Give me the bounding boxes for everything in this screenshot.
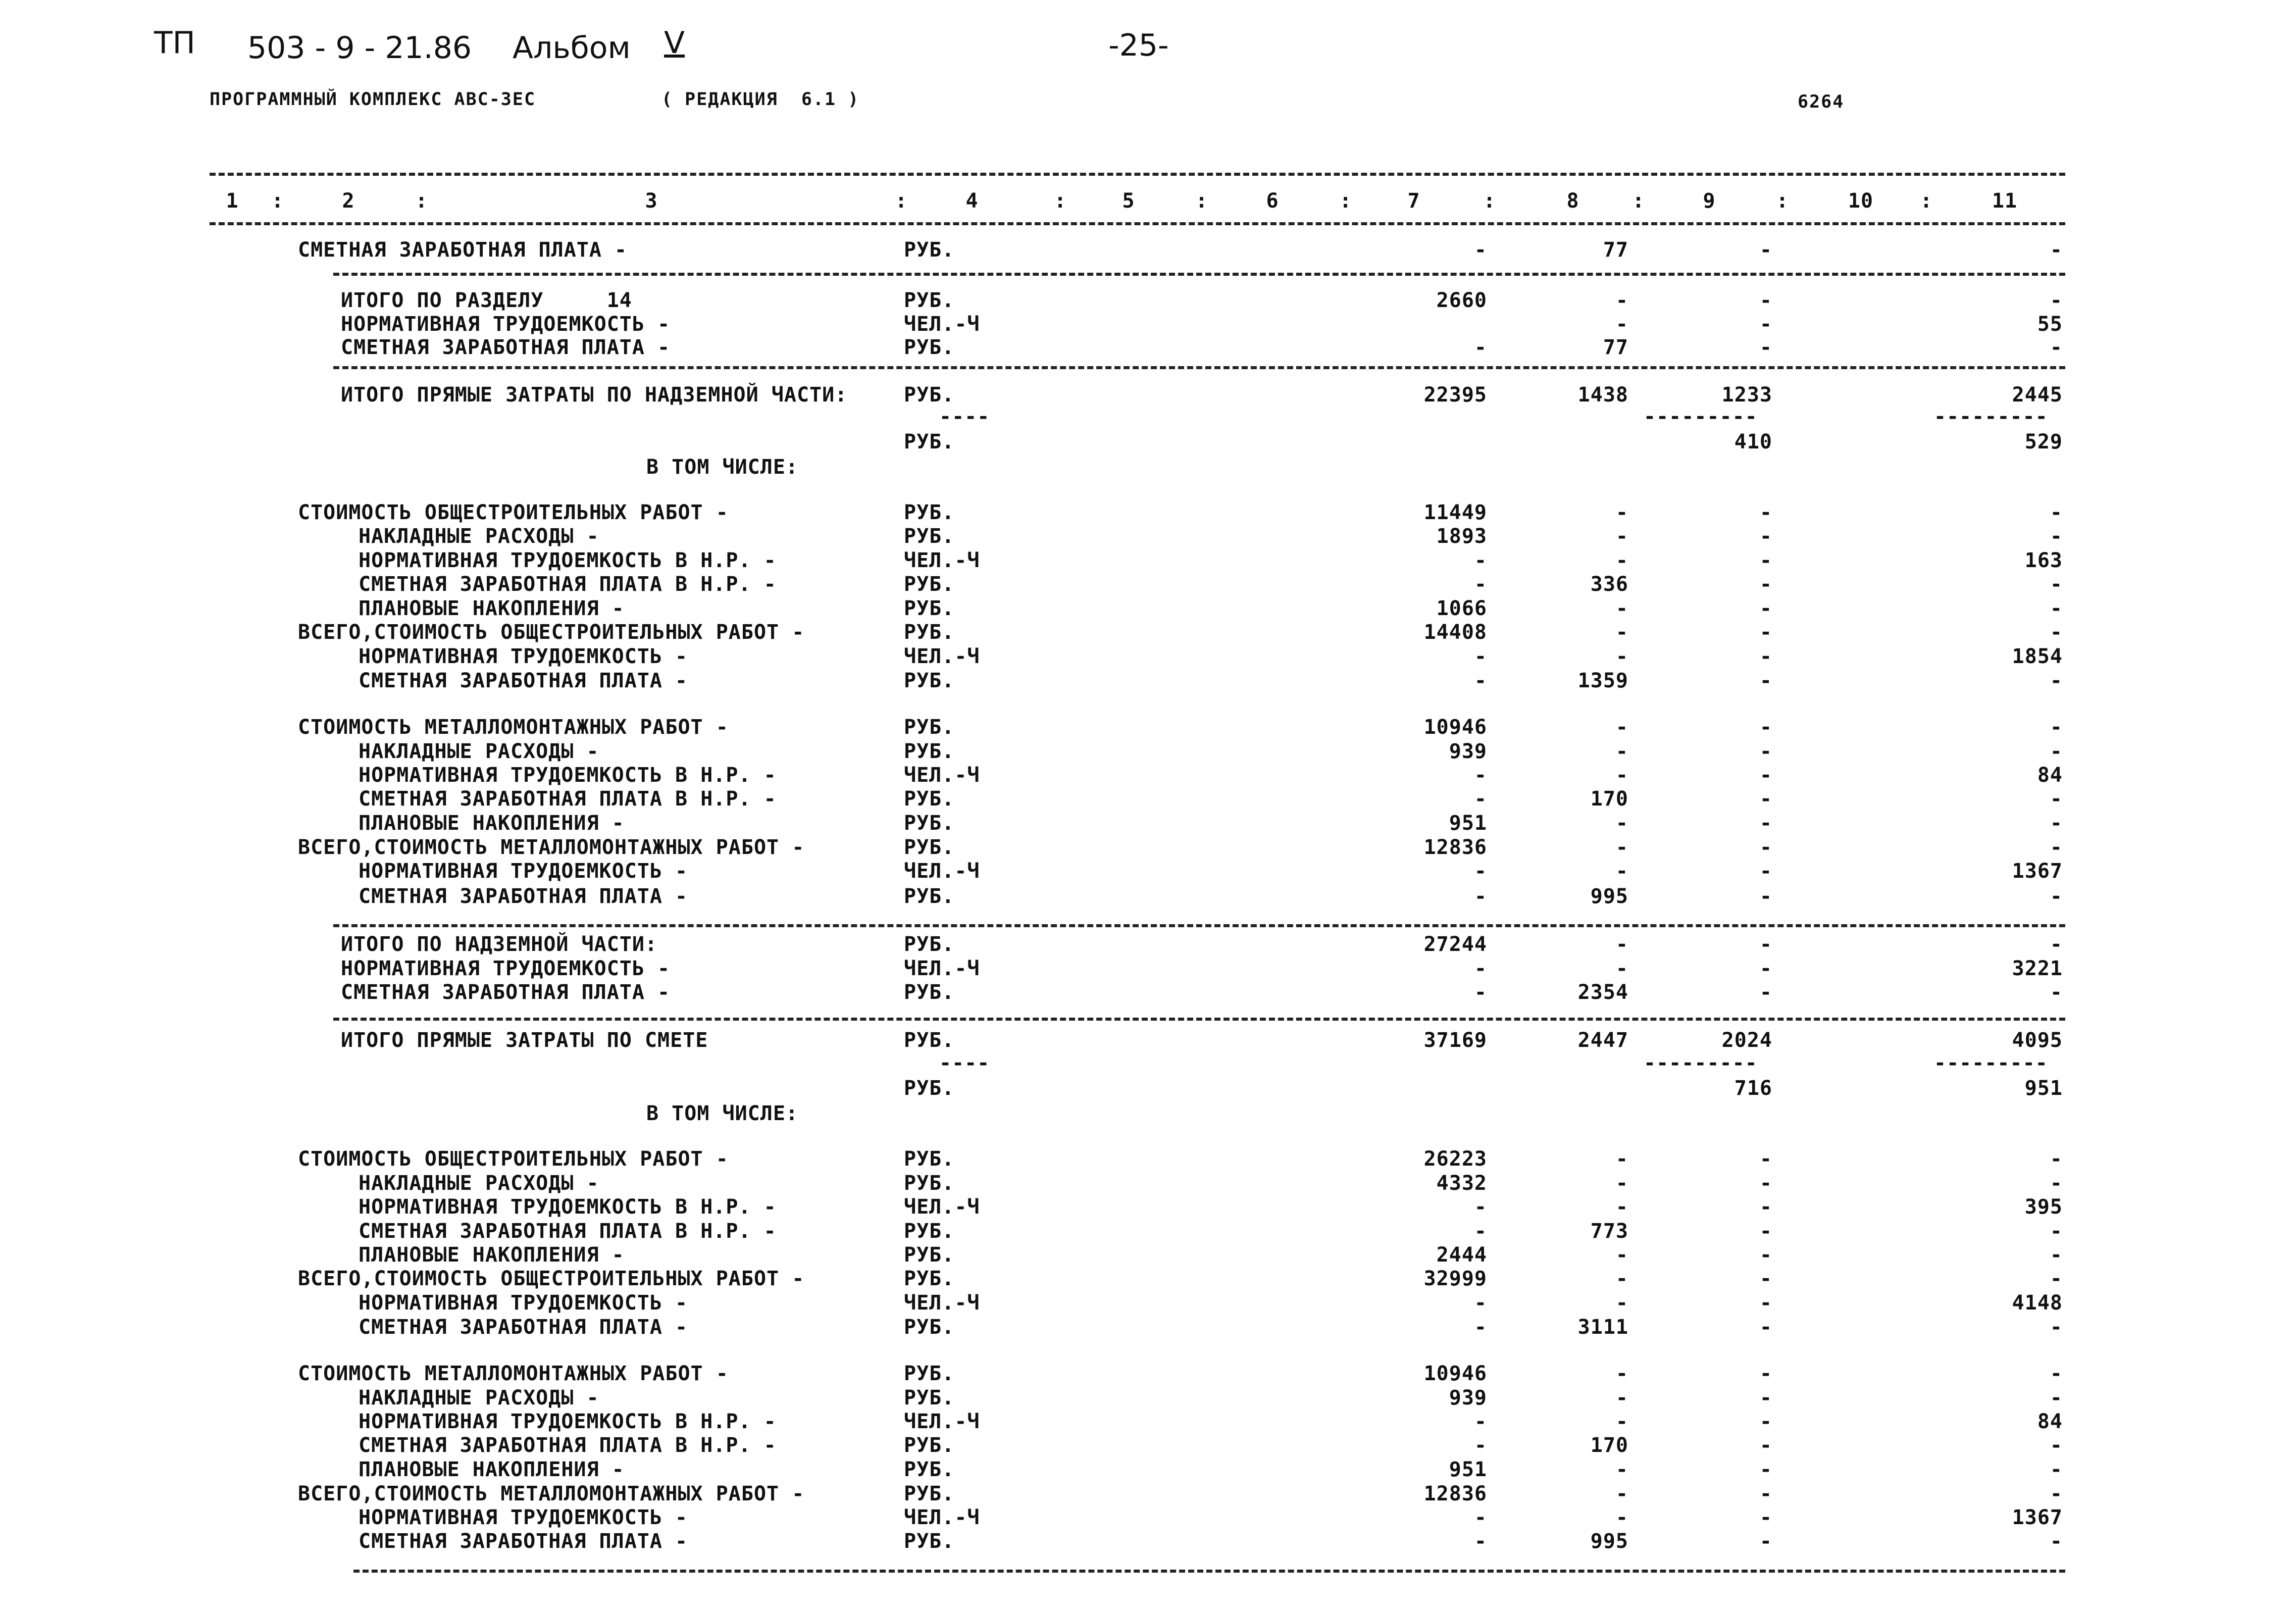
row-label: СМЕТНАЯ ЗАРАБОТНАЯ ПЛАТА - — [359, 885, 688, 908]
row-col9: - — [1759, 645, 1772, 668]
column-header-5: 5 — [1122, 189, 1135, 213]
row-col8: 77 — [1603, 238, 1628, 262]
column-header-rule — [210, 222, 2065, 225]
row-col7: 1066 — [1436, 597, 1487, 620]
row-col9: - — [1759, 1362, 1772, 1385]
column-separator: : — [271, 189, 284, 213]
row-label: НОРМАТИВНАЯ ТРУДОЕМКОСТЬ В Н.Р. - — [359, 1195, 777, 1219]
row-col9: - — [1759, 812, 1772, 835]
row-label: НАКЛАДНЫЕ РАСХОДЫ - — [359, 1172, 599, 1195]
unit-underline: ---- — [939, 405, 990, 428]
row-col8: 1359 — [1577, 669, 1628, 692]
row-col8: - — [1615, 525, 1628, 548]
row-unit: ЧЕЛ.-Ч — [904, 1291, 980, 1315]
row-col7: 12836 — [1423, 1482, 1487, 1505]
row-col8: - — [1615, 1506, 1628, 1529]
row-unit: РУБ. — [904, 1243, 955, 1267]
column-header-7: 7 — [1407, 189, 1420, 213]
row-col7: - — [1474, 787, 1487, 811]
row-col11: - — [2050, 525, 2063, 548]
row-col9: - — [1759, 1530, 1772, 1553]
row-col11: - — [2050, 981, 2063, 1004]
row-unit: РУБ. — [904, 430, 955, 454]
row-unit: ЧЕЛ.-Ч — [904, 549, 980, 572]
row-unit: РУБ. — [904, 1220, 955, 1243]
row-col7: - — [1474, 336, 1487, 359]
row-col11: - — [2050, 1530, 2063, 1553]
row-col9: - — [1759, 957, 1772, 980]
row-col8: 3111 — [1577, 1316, 1628, 1339]
row-col9: - — [1759, 669, 1772, 692]
row-col8: - — [1615, 1267, 1628, 1290]
row-col8: - — [1615, 716, 1628, 739]
row-unit: ЧЕЛ.-Ч — [904, 957, 980, 980]
row-label: В ТОМ ЧИСЛЕ: — [646, 456, 798, 479]
row-col11: - — [2050, 289, 2063, 312]
row-col7: - — [1474, 1220, 1487, 1243]
row-col11: - — [2050, 812, 2063, 835]
row-label: НАКЛАДНЫЕ РАСХОДЫ - — [359, 525, 599, 548]
program-edition: ( РЕДАКЦИЯ 6.1 ) — [661, 89, 860, 110]
row-col9: 716 — [1734, 1077, 1772, 1100]
row-col11: - — [2050, 1220, 2063, 1243]
col9-underline: --------- — [1644, 405, 1758, 428]
row-col7: 951 — [1449, 1458, 1487, 1481]
row-unit: РУБ. — [904, 336, 955, 359]
row-col8: - — [1615, 1195, 1628, 1219]
section-rule — [333, 273, 2065, 276]
row-col7: 10946 — [1423, 1362, 1487, 1385]
row-col9: - — [1759, 336, 1772, 359]
section-rule — [333, 366, 2065, 369]
row-col7: - — [1474, 573, 1487, 596]
row-col7: - — [1474, 238, 1487, 262]
row-col7: 2660 — [1436, 289, 1487, 312]
row-unit: РУБ. — [904, 836, 955, 859]
row-unit: РУБ. — [904, 1530, 955, 1553]
row-col8: 773 — [1590, 1220, 1628, 1243]
row-col8: 170 — [1590, 787, 1628, 811]
row-unit: ЧЕЛ.-Ч — [904, 860, 980, 883]
row-col11: - — [2050, 597, 2063, 620]
row-col11: - — [2050, 501, 2063, 524]
row-col11: 84 — [2037, 764, 2063, 787]
row-col7: 2444 — [1436, 1243, 1487, 1267]
row-col8: - — [1615, 1291, 1628, 1315]
row-label: СМЕТНАЯ ЗАРАБОТНАЯ ПЛАТА - — [341, 336, 671, 359]
column-header-4: 4 — [965, 189, 979, 213]
row-col9: - — [1759, 313, 1772, 336]
row-label: СМЕТНАЯ ЗАРАБОТНАЯ ПЛАТА В Н.Р. - — [359, 1434, 777, 1457]
row-label: СМЕТНАЯ ЗАРАБОТНАЯ ПЛАТА В Н.Р. - — [359, 1220, 777, 1243]
row-label: ИТОГО ПРЯМЫЕ ЗАТРАТЫ ПО СМЕТЕ — [341, 1029, 708, 1052]
row-unit: РУБ. — [904, 1077, 955, 1100]
row-col11: - — [2050, 716, 2063, 739]
row-col7: 26223 — [1423, 1147, 1487, 1171]
row-col11: - — [2050, 1147, 2063, 1171]
row-col9: - — [1759, 981, 1772, 1004]
row-col11: - — [2050, 836, 2063, 859]
row-col7: - — [1474, 1506, 1487, 1529]
row-col11: 2445 — [2012, 383, 2063, 407]
column-separator: : — [1054, 189, 1067, 213]
row-col8: 1438 — [1577, 383, 1628, 407]
doc-code: 503 - 9 - 21.86 — [247, 30, 472, 66]
row-col8: - — [1615, 597, 1628, 620]
col11-underline: --------- — [1934, 1051, 2048, 1075]
row-col9: - — [1759, 525, 1772, 548]
row-col11: - — [2050, 1316, 2063, 1339]
row-unit: РУБ. — [904, 716, 955, 739]
row-col11: - — [2050, 1434, 2063, 1457]
section-rule — [333, 924, 2065, 927]
row-col11: 4095 — [2012, 1029, 2063, 1052]
row-label: НОРМАТИВНАЯ ТРУДОЕМКОСТЬ В Н.Р. - — [359, 764, 777, 787]
row-col9: - — [1759, 621, 1772, 644]
row-label: НОРМАТИВНАЯ ТРУДОЕМКОСТЬ - — [359, 1291, 688, 1315]
page-number: -25- — [1108, 28, 1169, 63]
row-label: НОРМАТИВНАЯ ТРУДОЕМКОСТЬ В Н.Р. - — [359, 1410, 777, 1433]
row-col9: 2024 — [1721, 1029, 1772, 1052]
row-col8: - — [1615, 740, 1628, 763]
column-header-11: 11 — [1992, 189, 2018, 213]
row-unit: ЧЕЛ.-Ч — [904, 645, 980, 668]
row-col7: - — [1474, 1410, 1487, 1433]
row-label: СМЕТНАЯ ЗАРАБОТНАЯ ПЛАТА - — [359, 669, 688, 692]
row-col9: - — [1759, 1220, 1772, 1243]
row-col7: - — [1474, 1316, 1487, 1339]
row-label: СМЕТНАЯ ЗАРАБОТНАЯ ПЛАТА В Н.Р. - — [359, 787, 777, 811]
row-col8: - — [1615, 549, 1628, 572]
row-label: НОРМАТИВНАЯ ТРУДОЕМКОСТЬ - — [341, 313, 671, 336]
row-unit: ЧЕЛ.-Ч — [904, 1195, 980, 1219]
row-col7: - — [1474, 1195, 1487, 1219]
row-col9: - — [1759, 716, 1772, 739]
row-col11: - — [2050, 885, 2063, 908]
row-col11: - — [2050, 740, 2063, 763]
row-col9: - — [1759, 885, 1772, 908]
row-col8: - — [1615, 764, 1628, 787]
row-col8: - — [1615, 501, 1628, 524]
row-label: СТОИМОСТЬ ОБЩЕСТРОИТЕЛЬНЫХ РАБОТ - — [298, 501, 729, 524]
row-col8: - — [1615, 289, 1628, 312]
section-rule — [333, 1018, 2065, 1021]
row-label: НОРМАТИВНАЯ ТРУДОЕМКОСТЬ - — [359, 645, 688, 668]
row-label: СМЕТНАЯ ЗАРАБОТНАЯ ПЛАТА - — [341, 981, 671, 1004]
row-col9: - — [1759, 1482, 1772, 1505]
column-separator: : — [1920, 189, 1933, 213]
row-col8: - — [1615, 836, 1628, 859]
row-unit: РУБ. — [904, 525, 955, 548]
row-col7: - — [1474, 549, 1487, 572]
row-label: ВСЕГО,СТОИМОСТЬ МЕТАЛЛОМОНТАЖНЫХ РАБОТ - — [298, 1482, 805, 1505]
row-col7: 951 — [1449, 812, 1487, 835]
row-col11: 55 — [2037, 313, 2063, 336]
row-col9: - — [1759, 1434, 1772, 1457]
row-col7: - — [1474, 764, 1487, 787]
row-col11: 529 — [2024, 430, 2063, 454]
row-unit: РУБ. — [904, 1362, 955, 1385]
row-col7: - — [1474, 1434, 1487, 1457]
row-col8: - — [1615, 860, 1628, 883]
doc-type: ТП — [154, 25, 195, 61]
row-col11: 3221 — [2012, 957, 2063, 980]
row-col9: - — [1759, 1506, 1772, 1529]
row-label: ПЛАНОВЫЕ НАКОПЛЕНИЯ - — [359, 1243, 625, 1267]
row-col9: - — [1759, 549, 1772, 572]
column-separator: : — [1776, 189, 1789, 213]
row-col9: - — [1759, 740, 1772, 763]
row-label: ИТОГО ПО РАЗДЕЛУ 14 — [341, 289, 632, 312]
col9-underline: --------- — [1644, 1051, 1758, 1075]
row-col11: 163 — [2024, 549, 2063, 572]
row-col8: - — [1615, 1410, 1628, 1433]
row-unit: РУБ. — [904, 1386, 955, 1410]
row-col7: - — [1474, 860, 1487, 883]
row-col11: - — [2050, 1267, 2063, 1290]
row-col9: - — [1759, 1458, 1772, 1481]
row-label: НОРМАТИВНАЯ ТРУДОЕМКОСТЬ - — [359, 1506, 688, 1529]
row-col9: - — [1759, 1386, 1772, 1410]
row-col7: 32999 — [1423, 1267, 1487, 1290]
row-col7: - — [1474, 957, 1487, 980]
row-col11: 395 — [2024, 1195, 2063, 1219]
row-col7: - — [1474, 981, 1487, 1004]
row-col11: - — [2050, 1243, 2063, 1267]
row-unit: РУБ. — [904, 787, 955, 811]
row-col11: - — [2050, 238, 2063, 262]
row-col7: - — [1474, 645, 1487, 668]
column-header-9: 9 — [1703, 189, 1716, 213]
row-col8: - — [1615, 1458, 1628, 1481]
row-col7: 22395 — [1423, 383, 1487, 407]
row-col8: - — [1615, 1147, 1628, 1171]
row-col8: - — [1615, 1362, 1628, 1385]
row-col8: - — [1615, 645, 1628, 668]
row-unit: РУБ. — [904, 1172, 955, 1195]
row-col9: - — [1759, 1243, 1772, 1267]
row-col9: - — [1759, 1267, 1772, 1290]
row-unit: РУБ. — [904, 981, 955, 1004]
row-col8: - — [1615, 812, 1628, 835]
row-col9: - — [1759, 1195, 1772, 1219]
row-col9: - — [1759, 597, 1772, 620]
row-unit: РУБ. — [904, 1316, 955, 1339]
row-label: СМЕТНАЯ ЗАРАБОТНАЯ ПЛАТА - — [359, 1530, 688, 1553]
row-unit: РУБ. — [904, 573, 955, 596]
row-col11: - — [2050, 573, 2063, 596]
column-header-3: 3 — [645, 189, 658, 213]
row-col9: - — [1759, 501, 1772, 524]
row-label: НОРМАТИВНАЯ ТРУДОЕМКОСТЬ - — [341, 957, 671, 980]
row-col11: - — [2050, 1362, 2063, 1385]
row-unit: ЧЕЛ.-Ч — [904, 764, 980, 787]
row-col11: - — [2050, 1172, 2063, 1195]
row-col9: - — [1759, 1316, 1772, 1339]
col11-underline: --------- — [1934, 405, 2048, 428]
table-bottom-rule — [353, 1570, 2065, 1573]
row-col9: 410 — [1734, 430, 1772, 454]
row-label: В ТОМ ЧИСЛЕ: — [646, 1102, 798, 1125]
row-label: НАКЛАДНЫЕ РАСХОДЫ - — [359, 1386, 599, 1410]
row-col7: - — [1474, 1530, 1487, 1553]
row-col9: - — [1759, 289, 1772, 312]
row-unit: РУБ. — [904, 669, 955, 692]
row-col7: 14408 — [1423, 621, 1487, 644]
row-col9: - — [1759, 1172, 1772, 1195]
row-col7: 939 — [1449, 1386, 1487, 1410]
row-col9: 1233 — [1721, 383, 1772, 407]
row-col8: - — [1615, 933, 1628, 956]
row-unit: РУБ. — [904, 1482, 955, 1505]
program-name: ПРОГРАММНЫЙ КОМПЛЕКС АВС-3ЕС — [210, 89, 536, 110]
table-top-rule — [210, 173, 2065, 176]
row-label: СМЕТНАЯ ЗАРАБОТНАЯ ПЛАТА В Н.Р. - — [359, 573, 777, 596]
row-col9: - — [1759, 238, 1772, 262]
row-unit: РУБ. — [904, 238, 955, 262]
row-label: СМЕТНАЯ ЗАРАБОТНАЯ ПЛАТА - — [298, 238, 628, 262]
column-header-10: 10 — [1848, 189, 1874, 213]
row-col11: - — [2050, 1386, 2063, 1410]
row-col8: - — [1615, 1172, 1628, 1195]
doc-code-right: 6264 — [1798, 92, 1845, 112]
row-label: НАКЛАДНЫЕ РАСХОДЫ - — [359, 740, 599, 763]
row-unit: РУБ. — [904, 383, 955, 407]
row-col9: - — [1759, 836, 1772, 859]
column-separator: : — [1195, 189, 1208, 213]
row-col8: 2354 — [1577, 981, 1628, 1004]
row-label: СТОИМОСТЬ МЕТАЛЛОМОНТАЖНЫХ РАБОТ - — [298, 1362, 729, 1385]
row-col11: - — [2050, 621, 2063, 644]
row-col7: 4332 — [1436, 1172, 1487, 1195]
row-col11: - — [2050, 669, 2063, 692]
row-col8: 2447 — [1577, 1029, 1628, 1052]
row-unit: РУБ. — [904, 933, 955, 956]
row-label: ВСЕГО,СТОИМОСТЬ ОБЩЕСТРОИТЕЛЬНЫХ РАБОТ - — [298, 1267, 805, 1290]
row-unit: РУБ. — [904, 1147, 955, 1171]
row-label: СМЕТНАЯ ЗАРАБОТНАЯ ПЛАТА - — [359, 1316, 688, 1339]
row-col11: 84 — [2037, 1410, 2063, 1433]
row-col11: - — [2050, 1482, 2063, 1505]
row-unit: РУБ. — [904, 1267, 955, 1290]
row-col8: - — [1615, 1482, 1628, 1505]
row-col11: 951 — [2024, 1077, 2063, 1100]
row-col8: 336 — [1590, 573, 1628, 596]
row-label: ПЛАНОВЫЕ НАКОПЛЕНИЯ - — [359, 812, 625, 835]
row-unit: ЧЕЛ.-Ч — [904, 1506, 980, 1529]
album-number: V — [664, 25, 685, 61]
column-separator: : — [415, 189, 428, 213]
column-separator: : — [1483, 189, 1496, 213]
row-unit: РУБ. — [904, 1029, 955, 1052]
row-col9: - — [1759, 787, 1772, 811]
row-label: ПЛАНОВЫЕ НАКОПЛЕНИЯ - — [359, 1458, 625, 1481]
row-col8: 995 — [1590, 1530, 1628, 1553]
column-header-1: 1 — [226, 189, 239, 213]
row-label: СТОИМОСТЬ ОБЩЕСТРОИТЕЛЬНЫХ РАБОТ - — [298, 1147, 729, 1171]
row-col7: 37169 — [1423, 1029, 1487, 1052]
row-col11: - — [2050, 787, 2063, 811]
row-unit: РУБ. — [904, 289, 955, 312]
row-col9: - — [1759, 933, 1772, 956]
row-unit: РУБ. — [904, 812, 955, 835]
row-col11: 1367 — [2012, 860, 2063, 883]
row-col9: - — [1759, 1147, 1772, 1171]
row-col7: 1893 — [1436, 525, 1487, 548]
row-col11: - — [2050, 1458, 2063, 1481]
album-label: Альбом — [513, 30, 631, 66]
row-label: СТОИМОСТЬ МЕТАЛЛОМОНТАЖНЫХ РАБОТ - — [298, 716, 729, 739]
row-col8: - — [1615, 1386, 1628, 1410]
row-unit: РУБ. — [904, 740, 955, 763]
column-separator: : — [1632, 189, 1645, 213]
row-col9: - — [1759, 573, 1772, 596]
row-label: ИТОГО ПО НАДЗЕМНОЙ ЧАСТИ: — [341, 933, 658, 956]
row-col8: - — [1615, 621, 1628, 644]
row-col7: 12836 — [1423, 836, 1487, 859]
row-col8: 995 — [1590, 885, 1628, 908]
row-col9: - — [1759, 1291, 1772, 1315]
row-unit: ЧЕЛ.-Ч — [904, 313, 980, 336]
row-unit: РУБ. — [904, 1458, 955, 1481]
row-label: НОРМАТИВНАЯ ТРУДОЕМКОСТЬ - — [359, 860, 688, 883]
row-label: ВСЕГО,СТОИМОСТЬ ОБЩЕСТРОИТЕЛЬНЫХ РАБОТ - — [298, 621, 805, 644]
row-col7: 10946 — [1423, 716, 1487, 739]
row-col11: - — [2050, 933, 2063, 956]
column-separator: : — [1339, 189, 1352, 213]
row-col11: - — [2050, 336, 2063, 359]
row-unit: РУБ. — [904, 597, 955, 620]
row-unit: РУБ. — [904, 501, 955, 524]
row-unit: ЧЕЛ.-Ч — [904, 1410, 980, 1433]
row-col8: 170 — [1590, 1434, 1628, 1457]
row-col11: 1854 — [2012, 645, 2063, 668]
row-unit: РУБ. — [904, 885, 955, 908]
row-col7: 27244 — [1423, 933, 1487, 956]
row-col7: - — [1474, 669, 1487, 692]
column-separator: : — [895, 189, 908, 213]
row-col7: 11449 — [1423, 501, 1487, 524]
row-label: ИТОГО ПРЯМЫЕ ЗАТРАТЫ ПО НАДЗЕМНОЙ ЧАСТИ: — [341, 383, 848, 407]
row-col8: - — [1615, 1243, 1628, 1267]
column-header-2: 2 — [342, 189, 355, 213]
row-col8: 77 — [1603, 336, 1628, 359]
row-col7: 939 — [1449, 740, 1487, 763]
row-col7: - — [1474, 885, 1487, 908]
row-col9: - — [1759, 860, 1772, 883]
row-col9: - — [1759, 1410, 1772, 1433]
column-header-8: 8 — [1566, 189, 1579, 213]
column-header-6: 6 — [1266, 189, 1279, 213]
row-col11: 1367 — [2012, 1506, 2063, 1529]
unit-underline: ---- — [939, 1051, 990, 1075]
row-unit: РУБ. — [904, 621, 955, 644]
row-label: ВСЕГО,СТОИМОСТЬ МЕТАЛЛОМОНТАЖНЫХ РАБОТ - — [298, 836, 805, 859]
row-label: НОРМАТИВНАЯ ТРУДОЕМКОСТЬ В Н.Р. - — [359, 549, 777, 572]
row-col7: - — [1474, 1291, 1487, 1315]
row-label: ПЛАНОВЫЕ НАКОПЛЕНИЯ - — [359, 597, 625, 620]
row-col8: - — [1615, 957, 1628, 980]
row-col11: 4148 — [2012, 1291, 2063, 1315]
row-col8: - — [1615, 313, 1628, 336]
row-unit: РУБ. — [904, 1434, 955, 1457]
row-col9: - — [1759, 764, 1772, 787]
